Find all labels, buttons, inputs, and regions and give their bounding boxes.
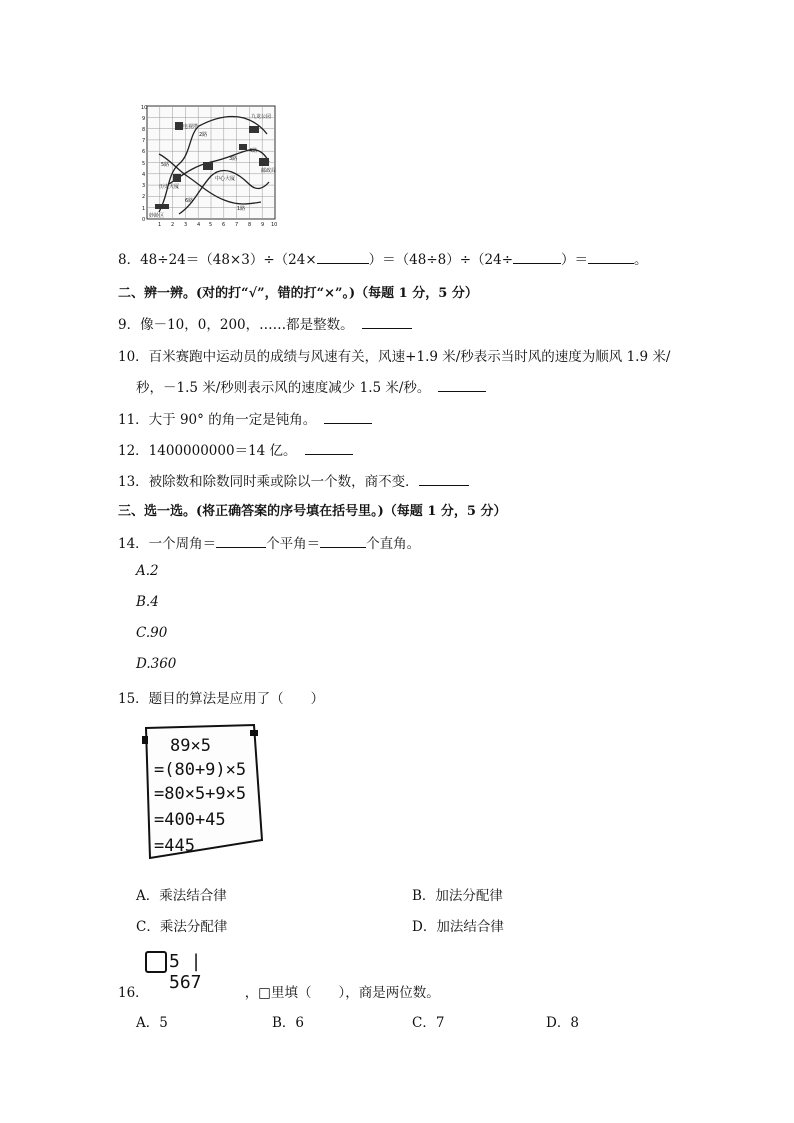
q8-text-d: 。 [634, 252, 648, 268]
question-15: 15．题目的算法是应用了（ ） [118, 691, 325, 707]
grid-map-svg [139, 104, 279, 228]
x-tick: 3 [184, 222, 188, 228]
map-label: 电视塔 [183, 124, 199, 130]
x-tick: 8 [248, 222, 252, 228]
question-10-line1: 10．百米赛跑中运动员的成绩与风速有关，风速+1.9 米/秒表示当时风的速度为顺风 1.9 米/ [118, 349, 671, 365]
q14-blank-2[interactable] [320, 535, 366, 548]
q16-option-a[interactable]: A．5 [136, 1015, 168, 1031]
map-label: 妙龄区 [149, 213, 165, 219]
question-13 [118, 470, 469, 490]
map-label: 九龙公园 [251, 114, 272, 120]
q16-option-d[interactable]: D．8 [546, 1015, 579, 1031]
question-9 [118, 313, 412, 333]
note-line-3: =80×5+9×5 [154, 784, 247, 804]
q16-option-c[interactable]: C．7 [412, 1015, 445, 1031]
note-line-5: =445 [154, 836, 195, 856]
section-3-heading: 三、选一选。(将正确答案的序号填在括号里。)（每题 1 分，5 分） [118, 504, 507, 519]
x-tick: 9 [261, 222, 265, 228]
q11-text: 11．大于 90° 的角一定是钝角。 [118, 412, 317, 428]
x-tick: 7 [235, 222, 239, 228]
map-label: 3路 [229, 156, 238, 162]
q14-text-c: 个直角。 [366, 536, 421, 552]
q12-answer-blank[interactable] [305, 442, 353, 455]
x-tick: 1 [158, 222, 162, 228]
y-tick: 0 [142, 217, 146, 223]
q14-blank-1[interactable] [216, 535, 266, 548]
section-2-heading: 二、辨一辨。(对的打“√”，错的打“×”。)（每题 1 分，5 分） [118, 286, 478, 301]
x-tick: 10 [271, 222, 278, 228]
map-label: 1路 [237, 206, 246, 212]
map-label: 邮政局 [261, 168, 277, 174]
question-14 [118, 532, 420, 552]
q15-option-d[interactable]: D．加法结合律 [412, 919, 504, 935]
q15-option-a[interactable]: A．乘法结合律 [136, 888, 227, 904]
blank-square-box [145, 951, 167, 973]
y-tick: 10 [141, 105, 148, 111]
q8-text-a: 8．48÷24＝（48×3）÷（24× [118, 252, 317, 268]
q9-text: 9．像－10，0，200，……都是整数。 [118, 317, 354, 333]
q14-option-a[interactable]: A.2 [136, 563, 159, 579]
map-label: 5路 [161, 162, 170, 168]
y-tick: 6 [142, 149, 146, 155]
q16-text-a: 16． [118, 985, 149, 1001]
note-line-2: =(80+9)×5 [154, 760, 247, 780]
map-label: 历史大厦 [159, 184, 180, 190]
q8-blank-1[interactable] [317, 251, 369, 264]
q14-text-b: 个平角＝ [266, 536, 321, 552]
q14-option-d[interactable]: D.360 [136, 656, 177, 672]
q16-division-image [143, 945, 241, 993]
y-tick: 9 [142, 116, 146, 122]
q10-answer-blank[interactable] [438, 379, 486, 392]
map-label: 6路 [185, 198, 194, 204]
y-tick: 8 [142, 127, 146, 133]
q8-blank-2[interactable] [513, 251, 561, 264]
y-tick: 7 [142, 138, 146, 144]
q9-answer-blank[interactable] [362, 316, 412, 329]
question-10-line2 [136, 376, 486, 396]
q16-option-b[interactable]: B．6 [272, 1015, 305, 1031]
x-tick: 2 [171, 222, 175, 228]
q16-text-b: ，□里填（ ），商是两位数。 [244, 985, 440, 1001]
x-tick: 4 [197, 222, 201, 228]
question-16 [118, 981, 440, 1001]
note-line-4: =400+45 [154, 810, 226, 830]
x-tick: 5 [209, 222, 213, 228]
q15-option-c[interactable]: C．乘法分配律 [136, 919, 228, 935]
map-label: 中心大厦 [215, 176, 236, 182]
q14-option-c[interactable]: C.90 [136, 625, 168, 641]
q11-answer-blank[interactable] [324, 411, 372, 424]
note-line-1: 89×5 [170, 736, 211, 756]
y-tick: 4 [142, 172, 146, 178]
q14-text-a: 14．一个周角＝ [118, 536, 217, 552]
q13-text: 13．被除数和除数同时乘或除以一个数，商不变． [118, 474, 419, 490]
q8-text-b: ）＝（48÷8）÷（24÷ [368, 252, 514, 268]
y-tick: 2 [142, 194, 146, 200]
y-tick: 3 [142, 183, 146, 189]
y-tick: 1 [142, 206, 146, 212]
division-expression: 5 | 567 [169, 951, 202, 993]
x-tick: 6 [222, 222, 226, 228]
q10-text-line2: 秒，－1.5 米/秒则表示风的速度减少 1.5 米/秒。 [136, 380, 431, 396]
q15-option-b[interactable]: B．加法分配律 [412, 888, 503, 904]
question-11 [118, 408, 372, 428]
map-label: 2路 [199, 132, 208, 138]
map-label: 4路 [249, 148, 258, 154]
grid-map-figure [139, 104, 279, 228]
question-8 [118, 248, 648, 268]
question-12 [118, 439, 353, 459]
q8-text-c: ）＝ [561, 252, 589, 268]
handwritten-note-image [140, 722, 268, 862]
q12-text: 12．1400000000＝14 亿。 [118, 443, 297, 459]
q13-answer-blank[interactable] [419, 473, 469, 486]
y-tick: 5 [142, 161, 146, 167]
q8-blank-3[interactable] [588, 251, 634, 264]
q14-option-b[interactable]: B.4 [136, 594, 159, 610]
